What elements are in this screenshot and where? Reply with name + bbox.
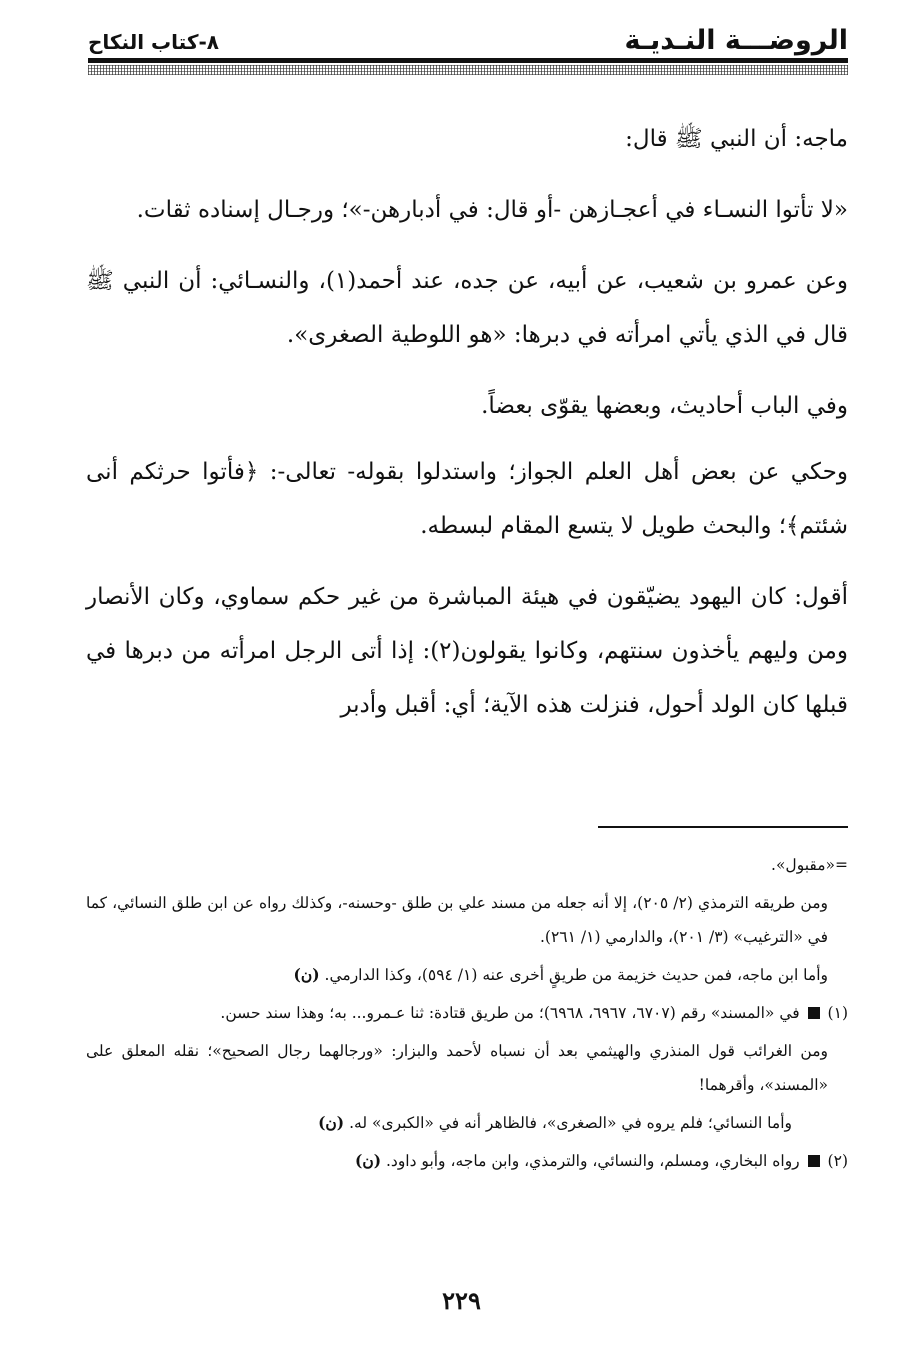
footnote-text: رواه البخاري، ومسلم، والنسائي، والترمذي، وابن ماجه، وأبو داود. (385, 1152, 800, 1170)
header-rule (88, 58, 848, 63)
footnote-number: (٢) (827, 1152, 848, 1170)
editor-mark: (ن) (293, 965, 320, 984)
paragraph: وحكي عن بعض أهل العلم الجواز؛ واستدلوا بقوله- تعالى-: ﴿فأتوا حرثكم أنى شئتم﴾؛ والبحث طويل لا يتسع المقام لبسطه. (86, 459, 848, 539)
footnote-item (86, 996, 848, 1030)
page-header (88, 22, 848, 56)
footnotes (86, 848, 848, 1182)
page-number: ٢٢٩ (442, 1286, 481, 1315)
header-ornament-rule (88, 65, 848, 75)
paragraph: ماجه: أن النبي ﷺ قال: (625, 126, 848, 152)
footnote-text: وأما النسائي؛ فلم يروه في «الصغرى»، فالظاهر أنه في «الكبرى» له. (349, 1114, 792, 1132)
editor-mark: (ن) (354, 1151, 382, 1170)
footnote-text: في «المسند» رقم (٦٧٠٧، ٦٩٦٧، ٦٩٦٨)؛ من طريق قتادة: ثنا عـمرو... به؛ وهذا سند حسن. (220, 1004, 800, 1022)
square-bullet-icon (808, 1007, 820, 1019)
footnote-separator (598, 826, 848, 828)
paragraph: وفي الباب أحاديث، وبعضها يقوّى بعضاً. (481, 393, 848, 419)
book-title: الروضـــة النـديـة (624, 25, 848, 56)
footnote-line: ومن الغرائب قول المنذري والهيثمي بعد أن نسباه لأحمد والبزار: «ورجالهما رجال الصحيح»؛ نقله المعلق على «المسند»، وأقرهما! (86, 1042, 828, 1094)
paragraph: وعن عمرو بن شعيب، عن أبيه، عن جده، عند أحمد(١)، والنسـائي: أن النبي ﷺ قال في الذي يأتي امرأته في دبرها: «هو اللوطية الصغرى». (86, 268, 848, 348)
footnote-item (86, 1144, 848, 1178)
editor-mark: (ن) (318, 1113, 345, 1132)
footnote-number: (١) (827, 1004, 848, 1022)
footnote-line: ومن طريقه الترمذي (٢/ ٢٠٥)، إلا أنه جعله من مسند علي بن طلق -وحسنه-، وكذلك رواه عن ابن طلق النسائي، كما في «الترغيب» (٣/ ٢٠١)، والدارمي (١/ ٢٦١). (86, 894, 828, 946)
square-bullet-icon (808, 1155, 820, 1167)
paragraph: أقول: كان اليهود يضيّقون في هيئة المباشرة من غير حكم سماوي، وكان الأنصار ومن وليهم يأخذون سنتهم، وكانوا يقولون(٢): إذا أتى الرجل امرأته من دبرها في قبلها كان الولد أحول، فنزلت هذه الآية؛ أي: أقبل وأدبر (86, 584, 848, 718)
chapter-title: ٨-كتاب النكاح (88, 30, 219, 54)
footnote-line: =«مقبول». (771, 856, 848, 874)
footnote-line (86, 1106, 848, 1140)
main-text (86, 112, 848, 749)
paragraph: «لا تأتوا النسـاء في أعجـازهن -أو قال: في أدبارهن-»؛ ورجـال إسناده ثقات. (136, 197, 848, 223)
footnote-text: وأما ابن ماجه، فمن حديث خزيمة من طريقٍ أخرى عنه (١/ ٥٩٤)، وكذا الدارمي. (324, 966, 828, 984)
footnote-line (86, 958, 848, 992)
